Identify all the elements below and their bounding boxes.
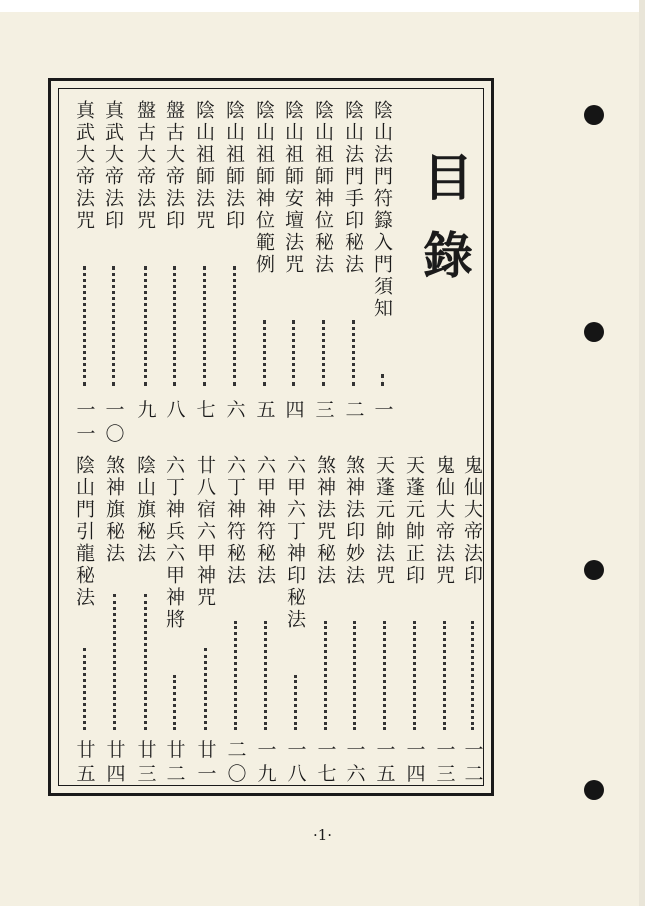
toc-entry <box>342 455 370 587</box>
page-digit: 一 <box>346 739 366 761</box>
toc-entry-title: 廿八宿六甲神咒 <box>194 455 216 609</box>
toc-entry-title: 煞神旗秘法 <box>103 455 125 565</box>
page-digit: 一 <box>464 739 484 761</box>
page-digit: 〇 <box>227 763 247 785</box>
binder-hole <box>584 780 604 800</box>
page-digit: 七 <box>317 763 337 785</box>
toc-page-number <box>341 398 369 422</box>
toc-entry-title: 陰山旗秘法 <box>134 455 156 565</box>
page-digit: 七 <box>196 399 216 421</box>
toc-entry <box>460 455 488 587</box>
toc-page-number <box>252 398 280 422</box>
toc-entry <box>253 455 281 587</box>
toc-entry <box>283 455 311 631</box>
page-digit: 廿 <box>76 739 96 761</box>
toc-page-number <box>72 738 100 786</box>
toc-entry <box>133 100 161 232</box>
toc-entry-title: 真武大帝法印 <box>102 100 124 232</box>
toc-entry <box>370 100 398 320</box>
toc-leader-dots <box>352 320 361 386</box>
page-digit: 廿 <box>137 739 157 761</box>
page-digit: 六 <box>226 399 246 421</box>
toc-leader-dots <box>471 621 480 730</box>
toc-leader-dots <box>443 621 452 730</box>
toc-leader-dots <box>144 266 153 386</box>
toc-entry <box>101 100 129 232</box>
toc-entry-title: 六甲六丁神印秘法 <box>284 455 306 631</box>
toc-entry <box>311 100 339 276</box>
toc-leader-dots <box>83 266 92 386</box>
toc-heading <box>418 150 478 284</box>
toc-entry <box>372 455 400 587</box>
page-digit: 九 <box>137 399 157 421</box>
toc-leader-dots <box>383 621 392 730</box>
heading-char: 目 <box>423 148 473 207</box>
page-digit: 二 <box>345 399 365 421</box>
page-digit: 廿 <box>106 739 126 761</box>
toc-leader-dots <box>324 621 333 730</box>
toc-entry-title: 陰山法門手印秘法 <box>342 100 364 276</box>
toc-page-number <box>162 398 190 422</box>
toc-page-number <box>193 738 221 786</box>
toc-page-number <box>281 398 309 422</box>
page-digit: 一 <box>406 739 426 761</box>
toc-entry <box>192 100 220 232</box>
toc-leader-dots <box>233 266 242 386</box>
page-digit: 五 <box>256 399 276 421</box>
page-digit: 二 <box>464 763 484 785</box>
toc-page-number <box>311 398 339 422</box>
toc-entry-title: 六丁神兵六甲神將 <box>163 455 185 631</box>
page-digit: 一 <box>76 423 96 445</box>
scan-edge-right <box>639 0 645 906</box>
toc-leader-dots <box>173 266 182 386</box>
binder-hole <box>584 322 604 342</box>
toc-entry-title: 陰山法門符籙入門須知 <box>371 100 393 320</box>
toc-entry <box>162 455 190 631</box>
toc-entry-title: 鬼仙大帝法印 <box>461 455 483 587</box>
page-digit: 廿 <box>166 739 186 761</box>
toc-entry-title: 陰山祖師神位秘法 <box>312 100 334 276</box>
toc-leader-dots <box>173 675 182 730</box>
toc-entry-title: 盤古大帝法印 <box>163 100 185 232</box>
page-digit: 一 <box>76 399 96 421</box>
toc-page-number <box>283 738 311 786</box>
toc-leader-dots <box>322 320 331 386</box>
toc-entry <box>102 455 130 565</box>
toc-entry <box>72 455 100 609</box>
toc-leader-dots <box>381 374 390 386</box>
page-digit: 六 <box>346 763 366 785</box>
page-digit: 一 <box>197 763 217 785</box>
page-digit: 四 <box>285 399 305 421</box>
toc-entry-title: 六丁神符秘法 <box>224 455 246 587</box>
toc-page-number <box>222 398 250 422</box>
page-digit: 一 <box>257 739 277 761</box>
toc-entry-title: 盤古大帝法咒 <box>134 100 156 232</box>
toc-entry <box>341 100 369 276</box>
toc-page-number <box>342 738 370 786</box>
page-digit: 五 <box>376 763 396 785</box>
toc-entry <box>133 455 161 565</box>
page-digit: 八 <box>166 399 186 421</box>
toc-entry-title: 陰山祖師法印 <box>223 100 245 232</box>
toc-page-number <box>102 738 130 786</box>
toc-entry-title: 陰山祖師安壇法咒 <box>282 100 304 276</box>
toc-page-number <box>192 398 220 422</box>
toc-entry <box>432 455 460 587</box>
toc-entry <box>252 100 280 276</box>
toc-leader-dots <box>113 594 122 730</box>
toc-leader-dots <box>83 648 92 730</box>
toc-leader-dots <box>263 320 272 386</box>
page-digit: 八 <box>287 763 307 785</box>
toc-page-number <box>133 738 161 786</box>
toc-page-number <box>370 398 398 422</box>
toc-leader-dots <box>204 648 213 730</box>
toc-leader-dots <box>294 675 303 730</box>
toc-entry-title: 天蓬元帥法咒 <box>373 455 395 587</box>
toc-page-number <box>402 738 430 786</box>
toc-entry <box>223 455 251 587</box>
toc-leader-dots <box>413 621 422 730</box>
toc-entry-title: 煞神法咒秘法 <box>314 455 336 587</box>
page-digit: 一 <box>317 739 337 761</box>
toc-page-number <box>432 738 460 786</box>
toc-page-number <box>253 738 281 786</box>
toc-entry-title: 六甲神符秘法 <box>254 455 276 587</box>
page-digit: 一 <box>374 399 394 421</box>
toc-leader-dots <box>292 320 301 386</box>
binder-hole <box>584 560 604 580</box>
toc-page-number <box>223 738 251 786</box>
toc-leader-dots <box>353 621 362 730</box>
toc-entry-title: 真武大帝法咒 <box>73 100 95 232</box>
toc-entry <box>193 455 221 609</box>
toc-entry-title: 煞神法印妙法 <box>343 455 365 587</box>
toc-page-number <box>372 738 400 786</box>
toc-entry <box>222 100 250 232</box>
page-digit: 一 <box>436 739 456 761</box>
toc-entry <box>313 455 341 587</box>
page-digit: 三 <box>436 763 456 785</box>
toc-entry <box>162 100 190 232</box>
toc-entry-title: 陰山門引龍秘法 <box>73 455 95 609</box>
page-digit: 一 <box>105 399 125 421</box>
toc-entry <box>281 100 309 276</box>
page-digit: 三 <box>137 763 157 785</box>
page-digit: 二 <box>166 763 186 785</box>
toc-entry-title: 陰山祖師法咒 <box>193 100 215 232</box>
toc-leader-dots <box>264 621 273 730</box>
scan-edge <box>0 0 645 12</box>
page-digit: 三 <box>315 399 335 421</box>
toc-leader-dots <box>112 266 121 386</box>
page-digit: 五 <box>76 763 96 785</box>
toc-page-number <box>313 738 341 786</box>
toc-entry <box>72 100 100 232</box>
page-digit: 四 <box>106 763 126 785</box>
page-digit: 〇 <box>105 423 125 445</box>
toc-page-number <box>133 398 161 422</box>
page-digit: 九 <box>257 763 277 785</box>
page-digit: 廿 <box>197 739 217 761</box>
toc-entry-title: 鬼仙大帝法咒 <box>433 455 455 587</box>
toc-page-number <box>460 738 488 786</box>
toc-page-number <box>101 398 129 446</box>
toc-leader-dots <box>144 594 153 730</box>
toc-page-number <box>162 738 190 786</box>
toc-entry-title: 天蓬元帥正印 <box>403 455 425 587</box>
page-digit: 一 <box>376 739 396 761</box>
toc-entry <box>402 455 430 587</box>
binder-hole <box>584 105 604 125</box>
page-number-footer: ·1· <box>312 826 333 844</box>
toc-page-number <box>72 398 100 446</box>
heading-char: 錄 <box>423 226 473 285</box>
page-digit: 二 <box>227 739 247 761</box>
toc-leader-dots <box>234 621 243 730</box>
page-digit: 四 <box>406 763 426 785</box>
toc-entry-title: 陰山祖師神位範例 <box>253 100 275 276</box>
toc-leader-dots <box>203 266 212 386</box>
page-digit: 一 <box>287 739 307 761</box>
